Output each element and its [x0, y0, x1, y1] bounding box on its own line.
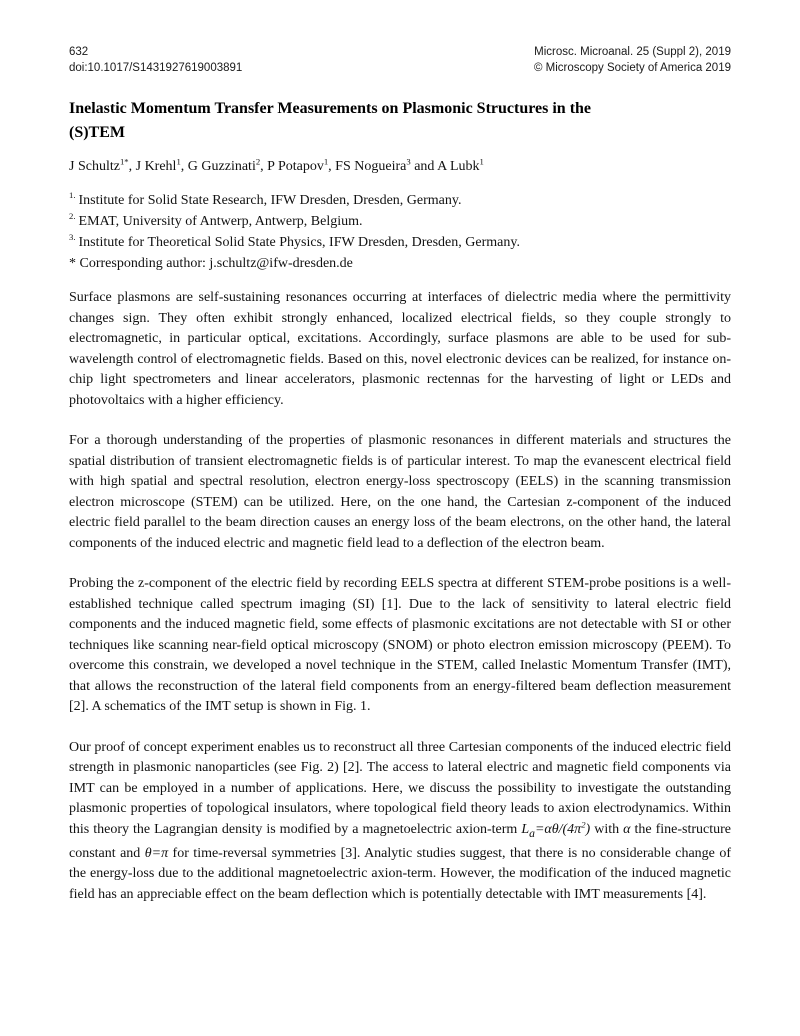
- p4-text: the fine-structure constant and: [69, 821, 732, 861]
- author: [135, 156, 188, 174]
- formula-symbol: L: [521, 821, 530, 837]
- affiliation-2: [69, 211, 731, 232]
- paper-title-line1: Inelastic Momentum Transfer Measurements on Plasmonic Structures in the: [69, 100, 592, 117]
- author: [335, 156, 438, 174]
- p4-text: Our proof of concept experiment enables us to reconstruct all three Cartesian components of the induced electric field strength in plasmonic nanoparticles (see Fig. 2) [2]. The access to lateral electric and magnetic field components via IMT can be employed in a number of applications. Here, we discuss the possibility to investigate the outstanding plasmonic properties of topological insulators, where topological field theory leads to axion electrodynamics. Within this theory the Lagrangian density is modified by a magnetoelectric axion-term: [69, 739, 731, 837]
- theta-pi-formula: θ=π: [144, 845, 169, 861]
- paragraph-3: Probing the z-component of the electric field by recording EELS spectra at different STEM-probe positions is a well-established technique called spectrum imaging (SI) [1]. Due to the lack of sensitivity to lateral electric field components and the induced magnetic field, some effects of plasmonic excitations are not detectable with SI or other techniques like scanning near-field optical microscopy (SNOM) or photo electron emission microscopy (PEEM). To overcome this constrain, we developed a novel technique in the STEM, called Inelastic Momentum Transfer (IMT), that allows the reconstruction of the lateral field components from an energy-filtered beam deflection measurement [2]. A schematics of the IMT setup is shown in Fig. 1.: [69, 576, 731, 714]
- author-affil-superscript: 2: [255, 156, 261, 167]
- author-affil-superscript: 1: [176, 156, 181, 167]
- header-left: [69, 44, 242, 76]
- p4-text: for time-reversal symmetries [3]. Analytic studies suggest, that there is no considerable change of the energy-loss due to the additional magnetoelectric axion-term. However, the modification of the induced magnetic field has an appreciable effect on the beam deflection which is potentially detectable with IMT measurements [4].: [69, 845, 731, 902]
- author-affil-superscript: 1: [323, 156, 329, 167]
- author-separator: ,: [180, 159, 188, 174]
- journal-citation: Microsc. Microanal. 25 (Suppl 2), 2019: [534, 46, 731, 58]
- formula-close: ): [585, 821, 591, 837]
- p4-text: with: [590, 821, 624, 837]
- author-name: G Guzzinati: [187, 159, 256, 174]
- paper-title: [69, 97, 731, 145]
- formula-superscript: 2: [581, 818, 586, 829]
- author-separator: ,: [128, 159, 136, 174]
- formula-body: =αθ/(4π: [534, 821, 582, 837]
- affiliation-text: Institute for Theoretical Solid State Physics, IFW Dresden, Dresden, Germany.: [78, 235, 520, 250]
- author: [69, 156, 136, 174]
- author-name: P Potapov: [267, 159, 324, 174]
- corresponding-author-line: * Corresponding author: j.schultz@ifw-dresden.de: [69, 256, 353, 271]
- affiliation-marker: 1.: [69, 190, 76, 201]
- affiliation-marker: 3.: [69, 232, 76, 243]
- paragraph-2: For a thorough understanding of the properties of plasmonic resonances in different materials and structures the spatial distribution of transient electromagnetic fields is of particular interest. To map the evanescent electrical field with high spatial and spectral resolution, electron energy-loss spectroscopy (EELS) in the scanning transmission electron microscope (STEM) can be utilized. Here, on the one hand, the Cartesian z-component of the induced electric field parallel to the beam direction causes an energy loss of the beam electrons, on the other hand, the lateral components of the induced electric and magnetic field lead to a deflection of the electron beam.: [69, 433, 731, 551]
- author: [267, 156, 336, 174]
- affiliation-marker: 2.: [69, 211, 76, 222]
- copyright-notice: © Microscopy Society of America 2019: [533, 62, 731, 74]
- author-name: J Schultz: [69, 159, 120, 174]
- doi: doi:10.1017/S1431927619003891: [69, 62, 243, 74]
- page-number: 632: [69, 46, 89, 58]
- paragraph-4: [69, 738, 731, 906]
- author-list: [69, 157, 731, 177]
- author-name: A Lubk: [437, 159, 480, 174]
- author-affil-superscript: 1: [479, 156, 484, 167]
- alpha-symbol: α: [623, 821, 631, 837]
- affiliation-text: Institute for Solid State Research, IFW Dresden, Dresden, Germany.: [78, 193, 462, 208]
- journal-header: [69, 44, 731, 76]
- affiliation-3: [69, 232, 731, 253]
- author-separator: ,: [260, 159, 268, 174]
- author-separator: ,: [328, 159, 336, 174]
- formula-subscript: a: [529, 826, 535, 840]
- paper-title-line2: (S)TEM: [69, 124, 125, 141]
- affiliations-block: [69, 190, 731, 274]
- abstract-body: [69, 288, 731, 905]
- affiliation-text: EMAT, University of Antwerp, Antwerp, Belgium.: [78, 214, 363, 229]
- author: [187, 156, 268, 174]
- paragraph-1: Surface plasmons are self-sustaining resonances occurring at interfaces of dielectric media where the permittivity changes sign. They often exhibit strongly enhanced, localized electrical fields, so they couple strongly to electromagnetic, in particular optical, excitations. Accordingly, surface plasmons are able to be used for sub-wavelength control of electromagnetic fields. Based on this, novel electronic devices can be realized, for instance on-chip light spectrometers and linear accelerators, plasmonic rectennas for the harvesting of light or LEDs and photovoltaics with a higher efficiency.: [69, 290, 731, 408]
- author-affil-superscript: 1*: [119, 156, 129, 167]
- author-affil-superscript: 3: [406, 156, 411, 167]
- author-name: J Krehl: [135, 159, 177, 174]
- author-separator: and: [410, 159, 438, 174]
- author-name: FS Nogueira: [335, 159, 407, 174]
- affiliation-1: [69, 190, 731, 211]
- axion-term-formula: [521, 818, 591, 840]
- author: [437, 156, 484, 174]
- header-right: [534, 44, 731, 76]
